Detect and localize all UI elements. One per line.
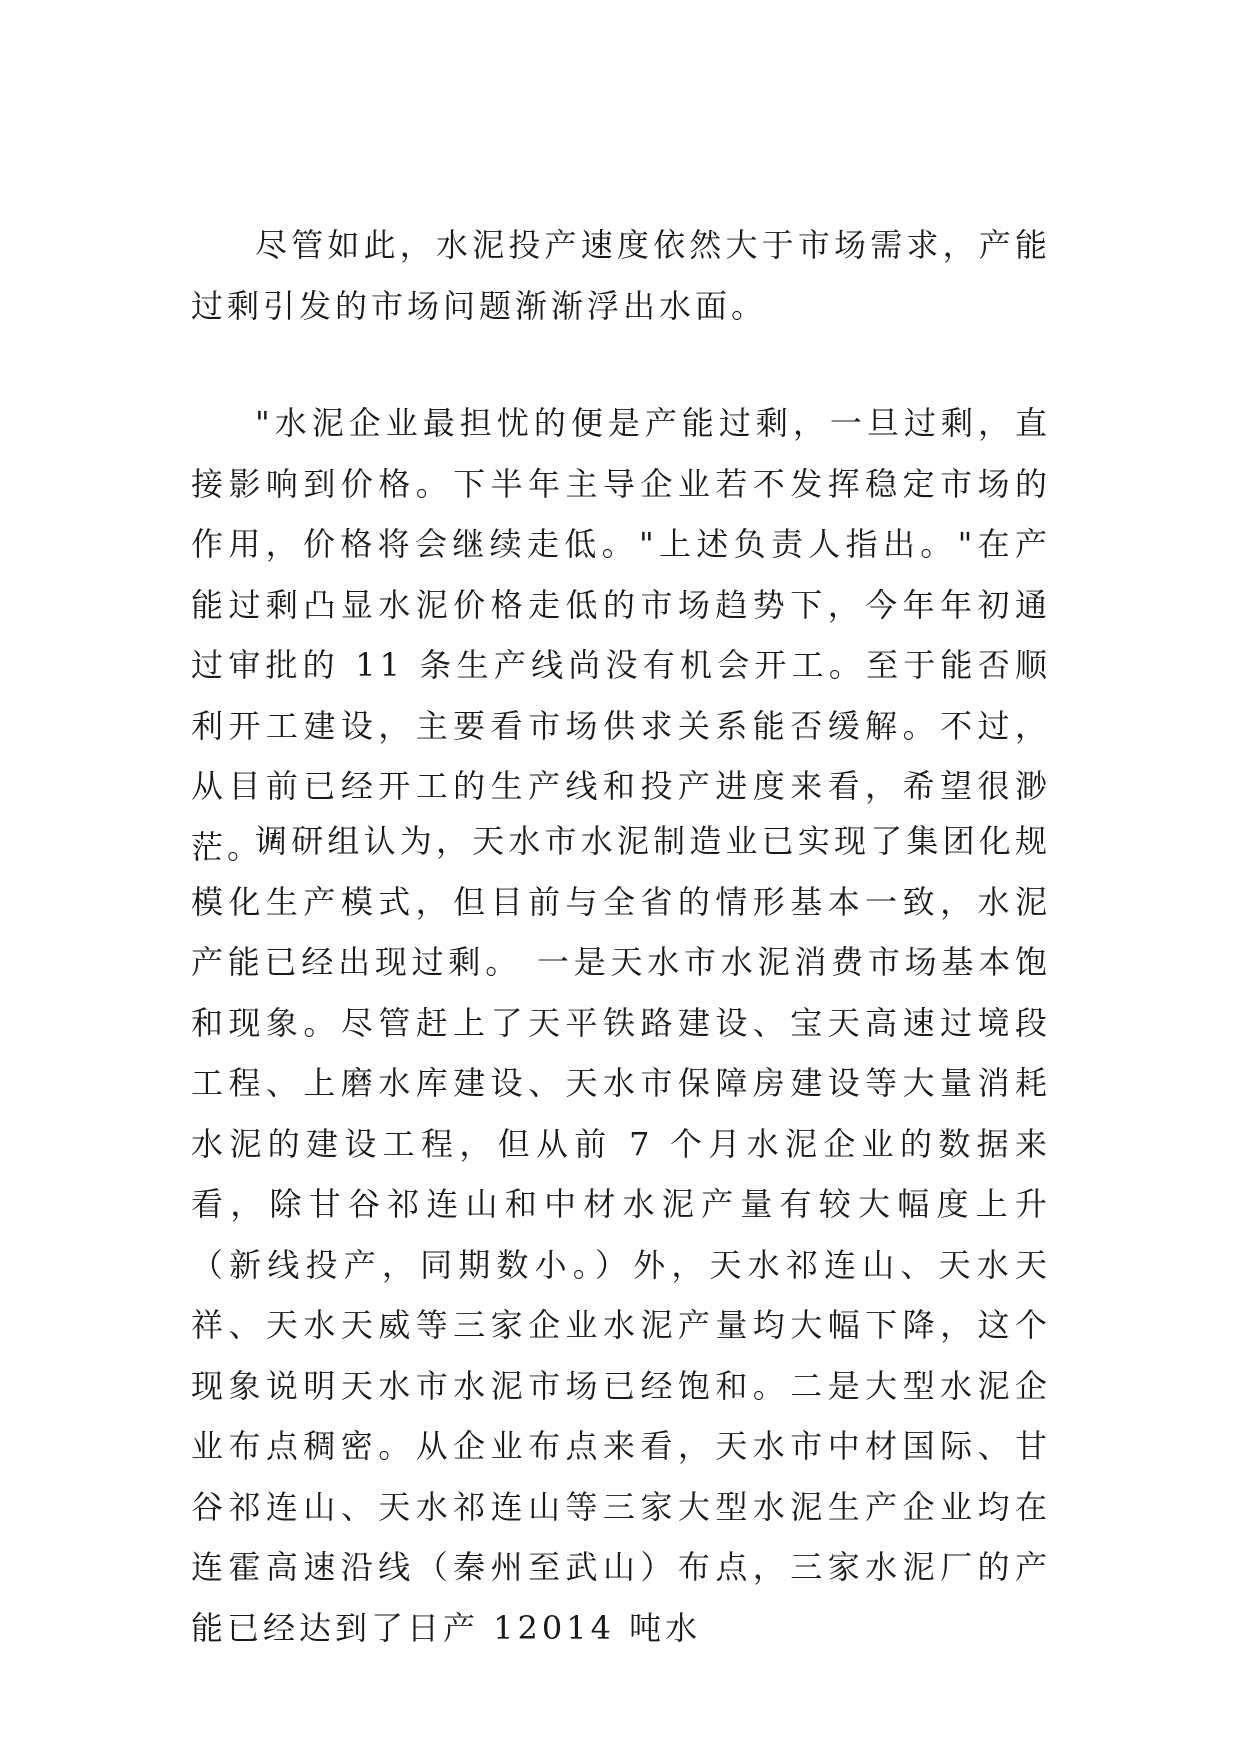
paragraph-text: "水泥企业最担忧的便是产能过剩，一旦过剩，直接影响到价格。下半年主导企业若不发挥稳定市场的作用，价格将会继续走低。"上述负责人指出。"在产能过剩凸显水泥价格走低的市场趋势下，今年年初通过审批的 11 条生产线尚没有机会开工。至于能否顺利开工建设，主要看市场供求关系能否缓解。不过，从目前已经开工的生产线和投产进度来看，希望很渺茫。": [191, 404, 1051, 866]
paragraph-3: [191, 811, 1051, 1658]
paragraph-text: 尽管如此，水泥投产速度依然大于市场需求，产能过剩引发的市场问题渐渐浮出水面。: [191, 226, 1051, 325]
paragraph-2: [191, 393, 1051, 877]
paragraph-1: [191, 215, 1051, 336]
paragraph-text: 调研组认为，天水市水泥制造业已实现了集团化规模化生产模式，但目前与全省的情形基本一致，水泥产能已经出现过剩。 一是天水市水泥消费市场基本饱和现象。尽管赶上了天平铁路建设、宝天高速过境段工程、上磨水库建设、天水市保障房建设等大量消耗水泥的建设工程，但从前 7 个月水泥企业的数据来看，除甘谷祁连山和中材水泥产量有较大幅度上升（新线投产，同期数小。）外，天水祁连山、天水天祥、天水天威等三家企业水泥产量均大幅下降，这个现象说明天水市水泥市场已经饱和。二是大型水泥企业布点稠密。从企业布点来看，天水市中材国际、甘谷祁连山、天水祁连山等三家大型水泥生产企业均在连霍高速沿线（秦州至武山）布点，三家水泥厂的产能已经达到了日产 12014 吨水: [191, 822, 1051, 1647]
